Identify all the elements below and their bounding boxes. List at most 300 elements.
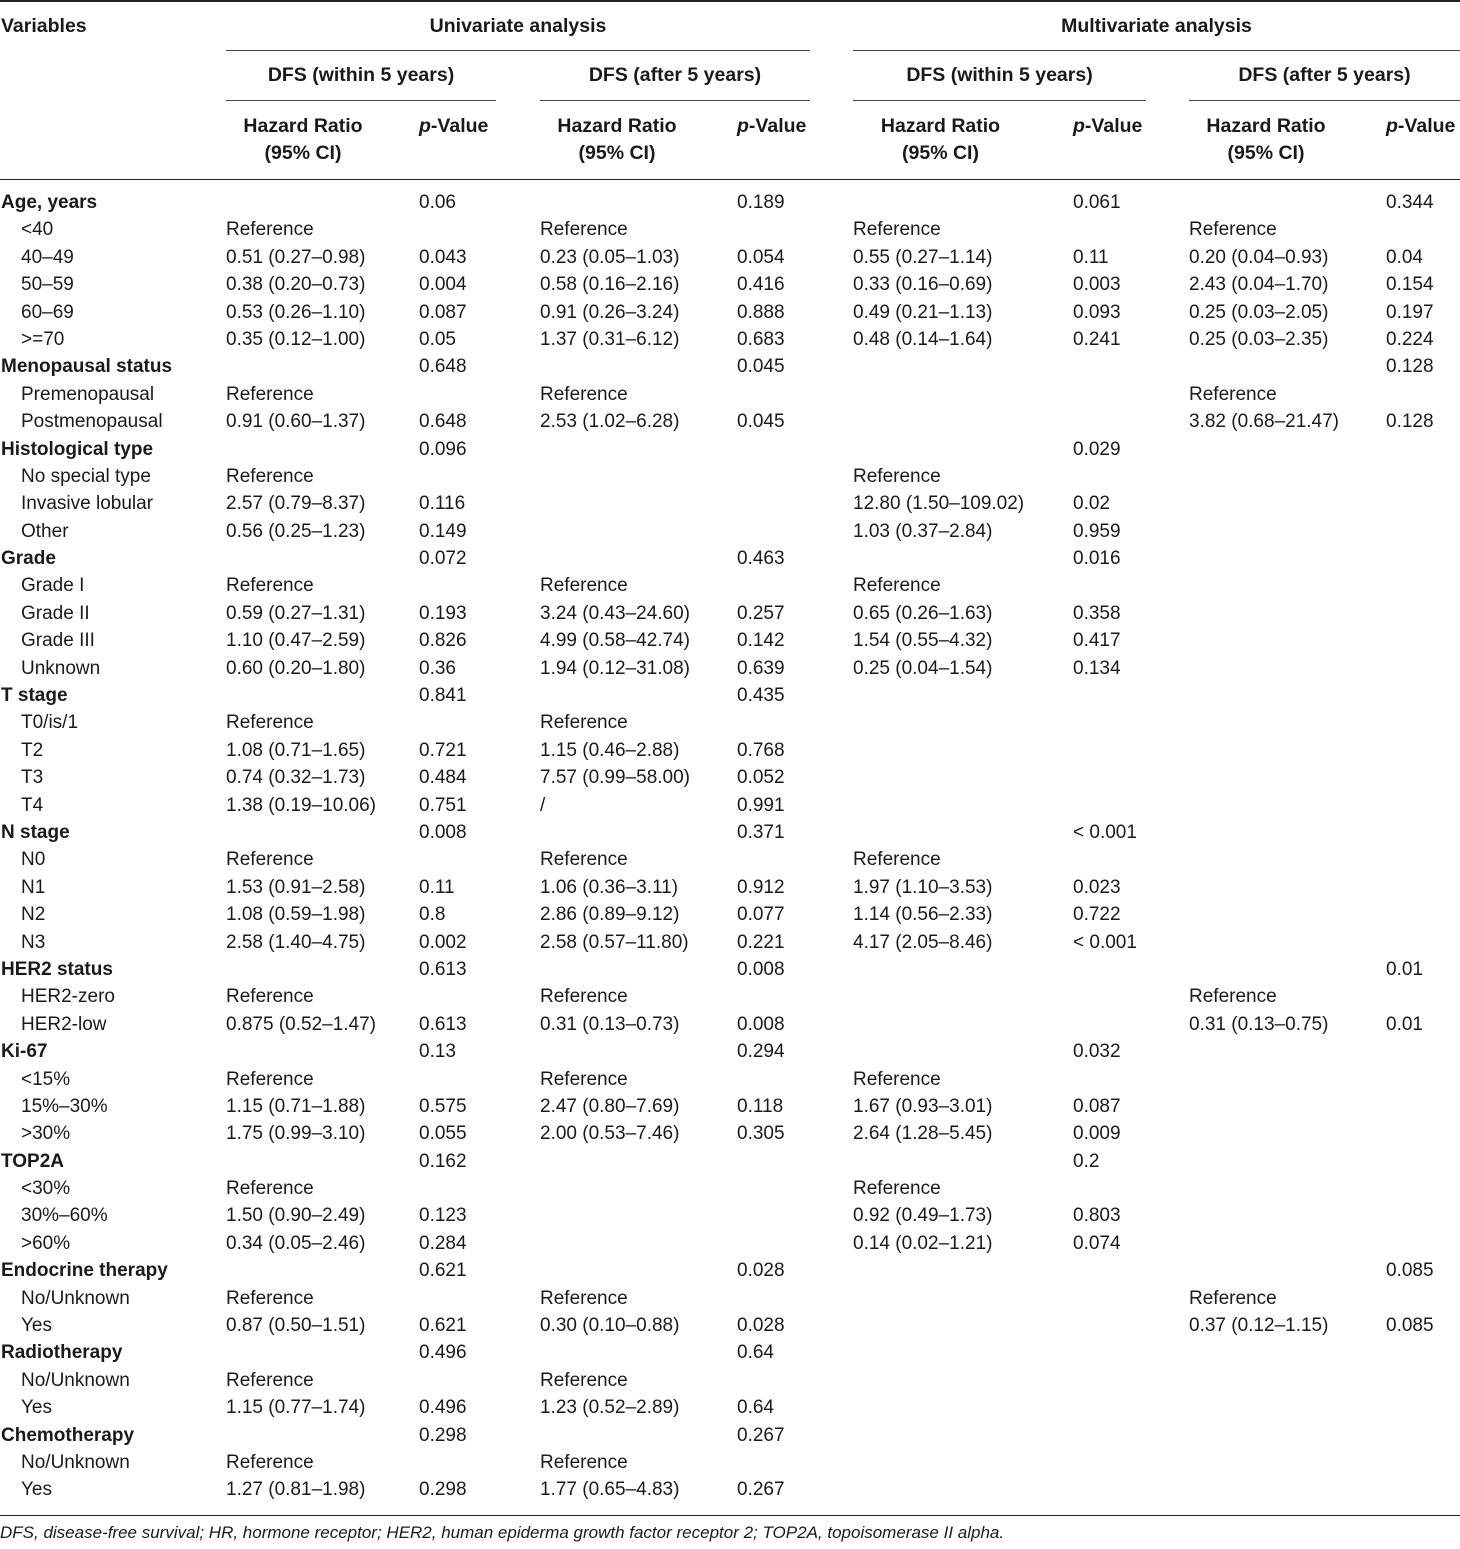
multi-after-hr-cell: 0.31 (0.13–0.75) <box>1189 1013 1329 1035</box>
uni-within-p-cell: 0.613 <box>419 1013 467 1035</box>
header-hazard-ratio: Hazard Ratio (95% CI) <box>243 115 363 164</box>
variable-cell: Other <box>21 520 69 542</box>
uni-after-hr-cell: 1.15 (0.46–2.88) <box>540 739 680 761</box>
uni-after-hr-cell: 1.23 (0.52–2.89) <box>540 1397 680 1419</box>
table-row <box>0 1066 1460 1093</box>
uni-after-hr-cell: Reference <box>540 1369 628 1391</box>
multi-after-p-cell: 0.01 <box>1386 958 1423 980</box>
multi-after-hr-cell: 0.25 (0.03–2.05) <box>1189 301 1329 323</box>
variable-cell: 15%–30% <box>21 1095 108 1117</box>
header-multivariate: Multivariate analysis <box>1061 15 1252 37</box>
uni-after-p-cell: 0.416 <box>737 274 785 296</box>
variable-cell: HER2 status <box>1 958 113 980</box>
header-uni-dfs-within: DFS (within 5 years) <box>267 64 455 86</box>
table-row <box>0 764 1460 791</box>
uni-within-p-cell: 0.8 <box>419 904 446 926</box>
uni-within-p-cell: 0.721 <box>419 739 467 761</box>
variable-cell: Ki-67 <box>1 1041 48 1063</box>
table-row <box>0 408 1460 435</box>
multi-within-hr-cell: Reference <box>853 219 941 241</box>
variable-cell: N2 <box>21 904 46 926</box>
header-hazard-ratio: Hazard Ratio (95% CI) <box>557 115 677 164</box>
uni-within-p-cell: 0.193 <box>419 602 467 624</box>
uni-after-hr-cell: 2.00 (0.53–7.46) <box>540 1123 680 1145</box>
table-group-row <box>0 189 1460 216</box>
table-footnote: DFS, disease-free survival; HR, hormone receptor; HER2, human epiderma growth factor receptor 2; TOP2A, topoisomerase II alpha. <box>0 1523 1005 1542</box>
uni-within-p-cell: 0.008 <box>419 821 467 843</box>
multi-within-p-cell: 0.016 <box>1073 548 1121 570</box>
header-uni-dfs-after: DFS (after 5 years) <box>588 64 762 86</box>
uni-after-p-cell: 0.64 <box>737 1397 774 1419</box>
variable-cell: Premenopausal <box>21 383 155 405</box>
uni-after-p-cell: 0.888 <box>737 301 785 323</box>
uni-after-hr-cell: 0.58 (0.16–2.16) <box>540 274 680 296</box>
uni-after-p-cell: 0.028 <box>737 1315 785 1337</box>
uni-within-hr-cell: Reference <box>226 712 314 734</box>
multi-within-p-cell: 0.02 <box>1073 493 1110 515</box>
variable-cell: 40–49 <box>21 246 74 268</box>
uni-within-hr-cell: 0.56 (0.25–1.23) <box>226 520 366 542</box>
uni-within-hr-cell: Reference <box>226 986 314 1008</box>
variable-cell: N3 <box>21 931 46 953</box>
uni-within-hr-cell: 1.27 (0.81–1.98) <box>226 1479 366 1501</box>
header-multi-dfs-within: DFS (within 5 years) <box>906 64 1093 86</box>
multi-after-p-cell: 0.085 <box>1386 1260 1434 1282</box>
table-row <box>0 572 1460 599</box>
multi-after-hr-cell: 3.82 (0.68–21.47) <box>1189 411 1340 433</box>
table-group-row <box>0 1339 1460 1366</box>
table-row <box>0 901 1460 928</box>
uni-within-p-cell: 0.613 <box>419 958 467 980</box>
uni-after-hr-cell: 0.23 (0.05–1.03) <box>540 246 680 268</box>
variable-cell: Invasive lobular <box>21 493 154 515</box>
multi-after-hr-cell: 0.25 (0.03–2.35) <box>1189 328 1329 350</box>
table-group-row <box>0 1422 1460 1449</box>
uni-within-hr-cell: 0.53 (0.26–1.10) <box>226 301 366 323</box>
table-row <box>0 627 1460 654</box>
multi-within-p-cell: 0.11 <box>1073 246 1109 268</box>
multi-within-p-cell: 0.959 <box>1073 520 1121 542</box>
uni-within-p-cell: 0.002 <box>419 931 467 953</box>
table-row <box>0 271 1460 298</box>
uni-after-hr-cell: Reference <box>540 383 628 405</box>
variable-cell: N1 <box>21 876 46 898</box>
uni-within-p-cell: 0.621 <box>419 1260 467 1282</box>
multi-after-p-cell: 0.128 <box>1386 356 1434 378</box>
header-p-value: p-Value <box>1073 115 1143 137</box>
multi-within-hr-cell: 0.55 (0.27–1.14) <box>853 246 993 268</box>
uni-within-p-cell: 0.841 <box>419 685 467 707</box>
multi-within-hr-cell: 1.54 (0.55–4.32) <box>853 630 993 652</box>
table-group-row <box>0 545 1460 572</box>
uni-within-hr-cell: 1.75 (0.99–3.10) <box>226 1123 366 1145</box>
variable-cell: Yes <box>21 1479 52 1501</box>
uni-within-hr-cell: 1.53 (0.91–2.58) <box>226 876 366 898</box>
uni-within-hr-cell: 1.38 (0.19–10.06) <box>226 794 377 816</box>
uni-after-p-cell: 0.221 <box>737 931 785 953</box>
uni-after-hr-cell: 2.58 (0.57–11.80) <box>540 931 689 953</box>
uni-within-hr-cell: 2.58 (1.40–4.75) <box>226 931 366 953</box>
table-body <box>0 189 1460 1504</box>
uni-after-p-cell: 0.294 <box>737 1041 785 1063</box>
multi-after-hr-cell: 2.43 (0.04–1.70) <box>1189 274 1329 296</box>
table-row <box>0 929 1460 956</box>
table-row <box>0 381 1460 408</box>
multi-within-p-cell: 0.803 <box>1073 1205 1121 1227</box>
multi-within-p-cell: 0.074 <box>1073 1232 1121 1254</box>
table-row <box>0 1120 1460 1147</box>
uni-within-hr-cell: 1.08 (0.59–1.98) <box>226 904 366 926</box>
uni-after-p-cell: 0.142 <box>737 630 785 652</box>
table-row <box>0 846 1460 873</box>
rule-uni-within <box>226 100 496 101</box>
table-row <box>0 1202 1460 1229</box>
variable-cell: No/Unknown <box>21 1369 130 1391</box>
multi-after-hr-cell: Reference <box>1189 219 1277 241</box>
uni-within-hr-cell: Reference <box>226 1068 314 1090</box>
multi-within-hr-cell: 1.03 (0.37–2.84) <box>853 520 993 542</box>
multi-within-hr-cell: 0.65 (0.26–1.63) <box>853 602 993 624</box>
table-group-row <box>0 353 1460 380</box>
multi-within-p-cell: 0.093 <box>1073 301 1121 323</box>
table-row <box>0 1093 1460 1120</box>
uni-after-hr-cell: 3.24 (0.43–24.60) <box>540 602 691 624</box>
uni-within-hr-cell: 0.35 (0.12–1.00) <box>226 328 366 350</box>
table-row <box>0 655 1460 682</box>
multi-within-hr-cell: 0.92 (0.49–1.73) <box>853 1205 993 1227</box>
variable-cell: Grade <box>1 548 56 570</box>
variable-cell: N0 <box>21 849 46 871</box>
variable-cell: No/Unknown <box>21 1287 130 1309</box>
multi-within-p-cell: 0.087 <box>1073 1095 1121 1117</box>
multi-within-p-cell: 0.241 <box>1073 328 1121 350</box>
uni-after-hr-cell: 0.30 (0.10–0.88) <box>540 1315 680 1337</box>
uni-after-hr-cell: Reference <box>540 219 628 241</box>
uni-after-p-cell: 0.054 <box>737 246 785 268</box>
multi-within-hr-cell: 12.80 (1.50–109.02) <box>853 493 1025 515</box>
multi-within-p-cell: 0.2 <box>1073 1150 1100 1172</box>
variable-cell: Radiotherapy <box>1 1342 123 1364</box>
uni-within-hr-cell: Reference <box>226 1369 314 1391</box>
uni-within-p-cell: 0.484 <box>419 767 467 789</box>
variable-cell: 60–69 <box>21 301 74 323</box>
uni-within-hr-cell: 0.51 (0.27–0.98) <box>226 246 366 268</box>
multi-after-p-cell: 0.224 <box>1386 328 1434 350</box>
uni-within-p-cell: 0.621 <box>419 1315 467 1337</box>
variable-cell: No/Unknown <box>21 1451 130 1473</box>
header-p-value: p-Value <box>419 115 489 137</box>
uni-after-hr-cell: Reference <box>540 1287 628 1309</box>
multi-within-p-cell: 0.003 <box>1073 274 1121 296</box>
uni-within-hr-cell: 0.38 (0.20–0.73) <box>226 274 366 296</box>
table-row <box>0 244 1460 271</box>
uni-within-p-cell: 0.11 <box>419 876 455 898</box>
uni-after-p-cell: 0.077 <box>737 904 785 926</box>
header-bottom-rule <box>0 179 1460 180</box>
multi-within-hr-cell: 2.64 (1.28–5.45) <box>853 1123 993 1145</box>
multi-within-p-cell: 0.722 <box>1073 904 1121 926</box>
multi-after-p-cell: 0.04 <box>1386 246 1423 268</box>
table-row <box>0 490 1460 517</box>
multi-within-hr-cell: 1.97 (1.10–3.53) <box>853 876 993 898</box>
header-p-value: p-Value <box>737 115 807 137</box>
uni-within-hr-cell: 1.15 (0.77–1.74) <box>226 1397 366 1419</box>
uni-after-hr-cell: 0.91 (0.26–3.24) <box>540 301 680 323</box>
multi-within-hr-cell: 0.14 (0.02–1.21) <box>853 1232 993 1254</box>
header-hazard-ratio: Hazard Ratio (95% CI) <box>880 115 1001 164</box>
multi-within-p-cell: 0.023 <box>1073 876 1121 898</box>
multi-within-p-cell: 0.009 <box>1073 1123 1121 1145</box>
table-row <box>0 709 1460 736</box>
table-row <box>0 299 1460 326</box>
multi-after-p-cell: 0.085 <box>1386 1315 1434 1337</box>
header-multi-dfs-after: DFS (after 5 years) <box>1238 64 1411 86</box>
uni-after-hr-cell: Reference <box>540 575 628 597</box>
table-row <box>0 1230 1460 1257</box>
uni-within-hr-cell: 0.91 (0.60–1.37) <box>226 411 366 433</box>
table-group-row <box>0 1148 1460 1175</box>
multi-within-p-cell: 0.061 <box>1073 192 1121 213</box>
table-group-row <box>0 436 1460 463</box>
variable-cell: Chemotherapy <box>1 1424 135 1446</box>
variable-cell: Yes <box>21 1397 52 1419</box>
uni-within-p-cell: 0.087 <box>419 301 467 323</box>
multi-within-hr-cell: Reference <box>853 849 941 871</box>
rule-uni-after <box>540 100 810 101</box>
variable-cell: HER2-low <box>21 1013 107 1035</box>
variable-cell: T0/is/1 <box>21 712 79 734</box>
table-row <box>0 737 1460 764</box>
variable-cell: <40 <box>21 219 54 241</box>
header-variables: Variables <box>1 15 87 37</box>
table-row <box>0 792 1460 819</box>
uni-after-hr-cell: Reference <box>540 1068 628 1090</box>
table-row <box>0 1476 1460 1503</box>
multi-after-hr-cell: Reference <box>1189 986 1277 1008</box>
rule-multivariate <box>853 50 1460 51</box>
multi-within-p-cell: < 0.001 <box>1073 931 1137 953</box>
variable-cell: >=70 <box>21 328 65 350</box>
multi-after-p-cell: 0.128 <box>1386 411 1434 433</box>
uni-after-p-cell: 0.435 <box>737 685 785 707</box>
table-row <box>0 1449 1460 1476</box>
uni-within-p-cell: 0.496 <box>419 1397 467 1419</box>
uni-within-hr-cell: 0.34 (0.05–2.46) <box>226 1232 366 1254</box>
multi-within-hr-cell: 0.25 (0.04–1.54) <box>853 657 993 679</box>
uni-after-p-cell: 0.267 <box>737 1479 785 1501</box>
uni-after-p-cell: 0.639 <box>737 657 785 679</box>
variable-cell: <30% <box>21 1178 71 1200</box>
uni-after-hr-cell: Reference <box>540 986 628 1008</box>
uni-after-p-cell: 0.991 <box>737 794 785 816</box>
uni-after-hr-cell: 4.99 (0.58–42.74) <box>540 630 691 652</box>
uni-within-p-cell: 0.13 <box>419 1041 456 1063</box>
uni-after-p-cell: 0.008 <box>737 958 785 980</box>
uni-within-p-cell: 0.648 <box>419 356 467 378</box>
table-group-row <box>0 956 1460 983</box>
uni-within-p-cell: 0.298 <box>419 1424 467 1446</box>
uni-after-p-cell: 0.64 <box>737 1342 774 1364</box>
uni-within-p-cell: 0.123 <box>419 1205 467 1227</box>
multi-within-hr-cell: 4.17 (2.05–8.46) <box>853 931 993 953</box>
multi-after-p-cell: 0.01 <box>1386 1013 1423 1035</box>
uni-after-hr-cell: 2.53 (1.02–6.28) <box>540 411 680 433</box>
rule-multi-after <box>1189 100 1460 101</box>
multi-within-hr-cell: Reference <box>853 465 941 487</box>
variable-cell: Menopausal status <box>1 356 173 378</box>
uni-within-hr-cell: Reference <box>226 383 314 405</box>
multi-within-hr-cell: 0.49 (0.21–1.13) <box>853 301 993 323</box>
uni-after-p-cell: 0.045 <box>737 411 785 433</box>
multi-within-hr-cell: 1.14 (0.56–2.33) <box>853 904 993 926</box>
uni-within-p-cell: 0.072 <box>419 548 467 570</box>
variable-cell: 30%–60% <box>21 1205 108 1227</box>
variable-cell: T stage <box>1 685 68 707</box>
variable-cell: T3 <box>21 767 44 789</box>
header-univariate: Univariate analysis <box>429 15 607 37</box>
uni-within-p-cell: 0.162 <box>419 1150 467 1172</box>
variable-cell: Histological type <box>1 438 154 460</box>
table-row <box>0 983 1460 1010</box>
multi-within-hr-cell: Reference <box>853 1178 941 1200</box>
variable-cell: T2 <box>21 739 44 761</box>
variable-cell: Endocrine therapy <box>1 1260 168 1282</box>
uni-after-hr-cell: 2.86 (0.89–9.12) <box>540 904 680 926</box>
variable-cell: Grade II <box>21 602 90 624</box>
table-top-rule <box>0 0 1460 2</box>
multi-after-hr-cell: 0.37 (0.12–1.15) <box>1189 1315 1329 1337</box>
uni-after-hr-cell: Reference <box>540 712 628 734</box>
multi-within-hr-cell: Reference <box>853 1068 941 1090</box>
uni-within-p-cell: 0.496 <box>419 1342 467 1364</box>
uni-within-p-cell: 0.06 <box>419 192 456 213</box>
uni-after-hr-cell: Reference <box>540 1451 628 1473</box>
uni-within-hr-cell: Reference <box>226 849 314 871</box>
uni-within-hr-cell: Reference <box>226 575 314 597</box>
uni-within-p-cell: 0.575 <box>419 1095 467 1117</box>
uni-within-p-cell: 0.36 <box>419 657 456 679</box>
table-group-row <box>0 1257 1460 1284</box>
multi-within-p-cell: 0.032 <box>1073 1041 1121 1063</box>
table-bottom-rule <box>0 1515 1460 1516</box>
multi-within-p-cell: 0.358 <box>1073 602 1121 624</box>
uni-within-hr-cell: Reference <box>226 1451 314 1473</box>
multi-after-hr-cell: Reference <box>1189 383 1277 405</box>
table-row <box>0 1394 1460 1421</box>
uni-within-p-cell: 0.05 <box>419 328 456 350</box>
uni-within-hr-cell: 0.60 (0.20–1.80) <box>226 657 366 679</box>
table-row <box>0 874 1460 901</box>
uni-after-hr-cell: Reference <box>540 849 628 871</box>
uni-after-hr-cell: / <box>540 794 546 816</box>
multi-after-hr-cell: Reference <box>1189 1287 1277 1309</box>
uni-after-hr-cell: 2.47 (0.80–7.69) <box>540 1095 680 1117</box>
table-row <box>0 1285 1460 1312</box>
uni-within-p-cell: 0.298 <box>419 1479 467 1501</box>
uni-after-p-cell: 0.267 <box>737 1424 785 1446</box>
variable-cell: HER2-zero <box>21 986 115 1008</box>
uni-within-p-cell: 0.043 <box>419 246 467 268</box>
uni-within-hr-cell: 0.87 (0.50–1.51) <box>226 1315 366 1337</box>
uni-within-hr-cell: 1.50 (0.90–2.49) <box>226 1205 366 1227</box>
multi-within-p-cell: < 0.001 <box>1073 821 1137 843</box>
variable-cell: Grade III <box>21 630 95 652</box>
multi-within-p-cell: 0.417 <box>1073 630 1121 652</box>
uni-after-p-cell: 0.371 <box>737 821 785 843</box>
variable-cell: Age, years <box>1 192 98 213</box>
multi-within-hr-cell: 0.33 (0.16–0.69) <box>853 274 993 296</box>
uni-within-hr-cell: Reference <box>226 1178 314 1200</box>
uni-within-p-cell: 0.751 <box>419 794 467 816</box>
table-row <box>0 600 1460 627</box>
variable-cell: N stage <box>1 821 70 843</box>
variable-cell: Postmenopausal <box>21 411 163 433</box>
uni-after-p-cell: 0.052 <box>737 767 785 789</box>
uni-after-p-cell: 0.008 <box>737 1013 785 1035</box>
multi-after-hr-cell: 0.20 (0.04–0.93) <box>1189 246 1329 268</box>
uni-after-p-cell: 0.045 <box>737 356 785 378</box>
uni-within-p-cell: 0.004 <box>419 274 467 296</box>
variable-cell: >60% <box>21 1232 71 1254</box>
uni-within-hr-cell: Reference <box>226 219 314 241</box>
header-hazard-ratio: Hazard Ratio (95% CI) <box>1206 115 1326 164</box>
uni-within-hr-cell: Reference <box>226 465 314 487</box>
table-group-row <box>0 819 1460 846</box>
table-row <box>0 1175 1460 1202</box>
multi-within-hr-cell: Reference <box>853 575 941 597</box>
uni-after-p-cell: 0.257 <box>737 602 785 624</box>
uni-within-p-cell: 0.096 <box>419 438 467 460</box>
uni-within-p-cell: 0.648 <box>419 411 467 433</box>
table-row <box>0 518 1460 545</box>
uni-after-p-cell: 0.768 <box>737 739 785 761</box>
uni-after-hr-cell: 1.06 (0.36–3.11) <box>540 876 679 898</box>
uni-within-p-cell: 0.284 <box>419 1232 467 1254</box>
variable-cell: Grade I <box>21 575 85 597</box>
table-row <box>0 1011 1460 1038</box>
uni-within-hr-cell: 0.875 (0.52–1.47) <box>226 1013 377 1035</box>
variable-cell: >30% <box>21 1123 71 1145</box>
multi-after-p-cell: 0.197 <box>1386 301 1434 323</box>
uni-within-hr-cell: 0.59 (0.27–1.31) <box>226 602 366 624</box>
rule-univariate <box>226 50 810 51</box>
variable-cell: TOP2A <box>1 1150 65 1172</box>
multi-within-p-cell: 0.134 <box>1073 657 1121 679</box>
variable-cell: <15% <box>21 1068 71 1090</box>
uni-within-p-cell: 0.149 <box>419 520 467 542</box>
uni-within-hr-cell: 1.08 (0.71–1.65) <box>226 739 366 761</box>
variable-cell: Yes <box>21 1315 52 1337</box>
multi-within-p-cell: 0.029 <box>1073 438 1121 460</box>
variable-cell: No special type <box>21 465 151 487</box>
multi-within-hr-cell: 0.48 (0.14–1.64) <box>853 328 993 350</box>
header-p-value: p-Value <box>1386 115 1456 137</box>
multi-after-p-cell: 0.154 <box>1386 274 1434 296</box>
uni-within-hr-cell: Reference <box>226 1287 314 1309</box>
uni-after-hr-cell: 1.37 (0.31–6.12) <box>540 328 680 350</box>
uni-within-p-cell: 0.116 <box>419 493 466 515</box>
uni-within-hr-cell: 1.10 (0.47–2.59) <box>226 630 366 652</box>
table-row <box>0 326 1460 353</box>
uni-within-hr-cell: 2.57 (0.79–8.37) <box>226 493 366 515</box>
table-group-row <box>0 682 1460 709</box>
uni-within-p-cell: 0.826 <box>419 630 467 652</box>
rule-multi-within <box>853 100 1146 101</box>
uni-after-p-cell: 0.305 <box>737 1123 785 1145</box>
uni-after-p-cell: 0.028 <box>737 1260 785 1282</box>
uni-after-p-cell: 0.683 <box>737 328 785 350</box>
variable-cell: Unknown <box>21 657 101 679</box>
